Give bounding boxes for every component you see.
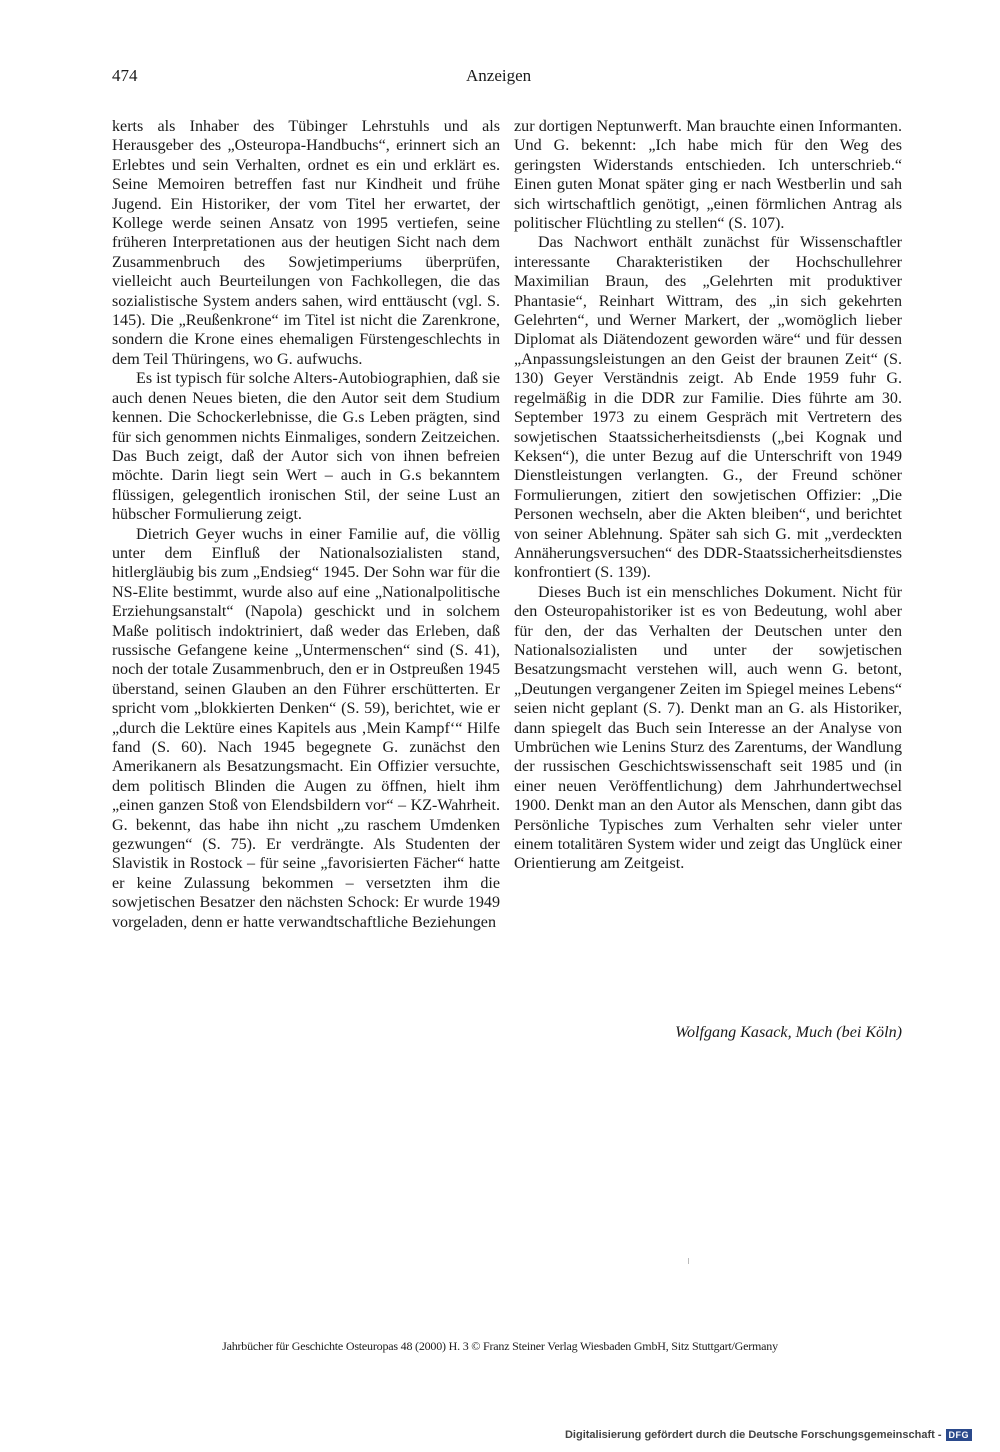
scan-speck [688,1258,689,1264]
digitization-notice [565,1429,972,1441]
left-column [112,117,500,932]
digitization-text: Digitalisierung gefördert durch die Deutsche Forschungsgemeinschaft - [564,1429,942,1441]
paragraph: Das Nachwort enthält zunächst für Wissenschaftler interessante Charakteristiken der Hochschullehrer Maximilian Braun, des „Gelehrten mit produktiver Phantasie“, Reinhart Wittram, des „in sich gekehrten Gelehrten“, und Werner Markert, der „womöglich lieber Diplomat als Diätendozent geworden wäre“ und für dessen „Anpassungsleistungen an den Geist der braunen Zeit“ (S. 130) Geyer Verständnis zeigt. Ab Ende 1959 fuhr G. regelmäßig in die DDR zur Familie. Dies führte am 30. September 1973 zu einem Gespräch mit Vertretern des sowjetischen Staatssicherheitsdiensts („bei Kognak und Keksen“), die unter Bezug auf die Unterschrift von 1949 Dienstleistungen verlangten. G., der Freund schöner Formulierungen, zitiert den sowjetischen Offizier: „Die Personen wechseln, aber die Akten bleiben“, und berichtet von seiner Ablehnung. Später sah sich G. mit „verdeckten Annäherungsversuchen“ des DDR-Staatssicherheitsdienstes konfrontiert (S. 139). [514,234,902,582]
right-column [514,117,902,874]
dfg-logo-icon: DFG [946,1429,973,1441]
paragraph: zur dortigen Neptunwerft. Man brauchte einen Informanten. Und G. bekennt: „Ich habe mich für den Weg des geringsten Widerstands entschieden. Ich unterschrieb.“ Einen guten Monat später ging er nach Westberlin und sah sich wirtschaftlich genötigt, „einen förmlichen Antrag als politischer Flüchtling zu stellen“ (S. 107). [514,118,902,233]
publication-footer: Jahrbücher für Geschichte Osteuropas 48 (2000) H. 3 © Franz Steiner Verlag Wiesbaden GmbH, Sitz Stuttgart/Germany [222,1339,778,1353]
paragraph: Dieses Buch ist ein menschliches Dokument. Nicht für den Osteuropahistoriker ist es von Bedeutung, wohl aber für den, der das Verhalten der Deutschen unter den Nationalsozialisten und unter der sowjetischen Besatzungsmacht verstehen will, auch wenn G. betont, „Deutungen vergangener Zeiten im Spiegel meines Lebens“ seien nicht geplant (S. 7). Denkt man an G. als Historiker, dann spiegelt das Buch sein Interesse an der Analyse von Umbrüchen wie Lenins Sturz des Zarentums, der Wandlung der russischen Geschichtswissenschaft seit 1985 und (in einer neuen Veröffentlichung) dem Jahrhundertwechsel 1900. Denkt man an den Autor als Menschen, dann gibt das Persönliche Typisches zum Verhalten sehr vieler unter einem totalitären System wider und zeigt das Unglück einer Orientierung am Zeitgeist. [514,583,902,873]
page-number: 474 [112,66,138,85]
paragraph: Dietrich Geyer wuchs in einer Familie auf, die völlig unter dem Einfluß der Nationalsozialisten stand, hitlergläubig bis zum „Endsieg“ 1945. Der Sohn war für die NS-Elite bestimmt, wurde also auf eine „Nationalpolitische Erziehungsanstalt“ (Napola) geschickt und in solchem Maße politisch indoktriniert, daß weder das Erleben, daß russische Gefangene keine „Untermenschen“ sind (S. 41), noch der totale Zusammenbruch, den er in Ostpreußen 1945 überstand, seinen Glauben an den Führer erschütterten. Er spricht vom „blokkierten Denken“ (S. 59), berichtet, wie er „durch die Lektüre eines Kapitels aus ‚Mein Kampf‘“ Hilfe fand (S. 60). Nach 1945 begegnete G. zunächst den Amerikanern als Besatzungsmacht. Ein Offizier versuchte, dem politisch Blinden die Augen zu öffnen, hielt ihm „einen ganzen Stoß von Elendsbildern vor“ – KZ-Wahrheit. G. bekennt, das habe ihn nicht „zu raschem Umdenken gezwungen“ (S. 75). Er verdrängte. Als Studenten der Slavistik in Rostock – für seine „favorisierten Fächer“ hatte er keine Zulassung bekommen – versetzten ihm die sowjetischen Besatzer den nächsten Schock: Er wurde 1949 vorgeladen, denn er hatte verwandtschaftliche Beziehungen [112,525,500,931]
running-head: Anzeigen [466,66,532,85]
reviewer-signature: Wolfgang Kasack, Much (bei Köln) [675,1024,902,1041]
paragraph: Es ist typisch für solche Alters-Autobiographien, daß sie auch denen Neues bieten, die den Autor seit dem Studium kennen. Die Schockerlebnisse, die G.s Leben prägten, sind für sich genommen nichts Einmaliges, sondern Zeitzeichen. Das Buch zeigt, daß der Autor sich von ihnen befreien möchte. Darin liegt sein Wert – auch in G.s bekanntem flüssigen, gelegentlich ironischen Stil, der seine Lust an hübscher Formulierung zeigt. [112,370,500,524]
paragraph: kerts als Inhaber des Tübinger Lehrstuhls und als Herausgeber des „Osteuropa-Handbuchs“, erinnert sich an Erlebtes und sein Verhalten, ordnet es ein und erklärt es. Seine Memoiren betreffen fast nur Kindheit und frühe Jugend. Ein Historiker, der vom Titel her erwartet, der Kollege werde seinen Ansatz von 1995 vertiefen, seine früheren Interpretationen aus der heutigen Sicht nach dem Zusammenbruch des Sowjetimperiums überprüfen, vielleicht auch Beurteilungen von Fachkollegen, die das sozialistische System anders sahen, wird enttäuscht (vgl. S. 145). Die „Reußenkrone“ im Titel ist nicht die Zarenkrone, sondern die Krone eines ehemaligen Fürstengeschlechts in dem Teil Thüringens, wo G. aufwuchs. [112,118,500,368]
